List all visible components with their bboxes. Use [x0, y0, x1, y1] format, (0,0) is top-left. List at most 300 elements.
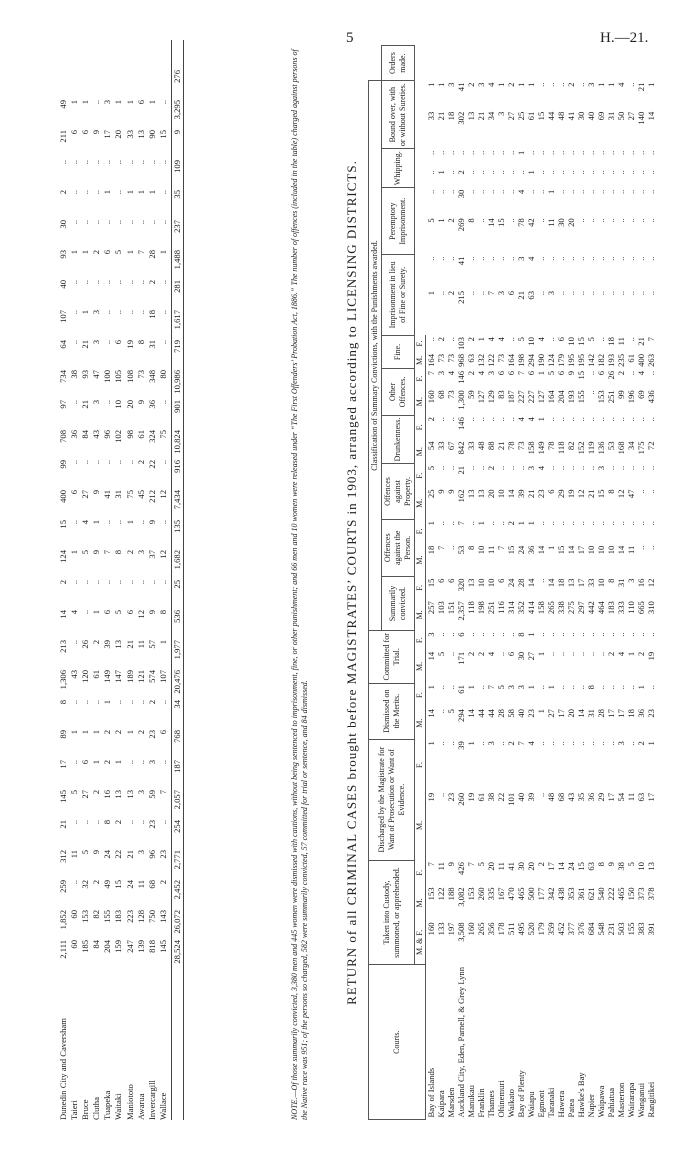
table-cell: 5: [546, 370, 556, 376]
table-cell: ..: [616, 170, 626, 175]
fragment-cell: 1: [157, 250, 168, 255]
table-cell: 6: [596, 370, 606, 376]
fragment-cell: 187: [171, 760, 182, 773]
table-cell: 3: [496, 291, 506, 296]
table-cell: ..: [436, 465, 446, 471]
fragment-cell: 24: [102, 850, 113, 859]
table-cell: ..: [486, 189, 496, 195]
fragment-cell: 26: [80, 640, 91, 649]
table-cell: 1: [436, 82, 446, 87]
table-cell: ..: [576, 417, 586, 422]
district-name: Dunedin City and Caversham: [58, 1018, 68, 1120]
fragment-cell: 213: [58, 640, 68, 653]
table-cell: 231: [606, 922, 616, 936]
fragment-cell: ..: [113, 700, 124, 705]
table-cell: ..: [446, 632, 456, 637]
fragment-cell: ..: [102, 310, 113, 315]
table-cell: ..: [436, 150, 446, 156]
sex-column-label: M.: [415, 440, 426, 464]
table-cell: 68: [556, 792, 566, 802]
table-cell: ..: [636, 256, 646, 261]
table-cell: 275: [566, 601, 576, 615]
court-name: Hawera: [556, 1090, 566, 1118]
court-name: Pahiatua: [606, 1087, 616, 1118]
fragment-cell: 90: [146, 130, 157, 139]
table-cell: 27: [546, 709, 556, 718]
table-cell: 35: [576, 792, 586, 802]
table-cell: 29: [596, 792, 606, 802]
table-cell: ..: [506, 632, 516, 637]
table-cell: 1: [546, 545, 556, 550]
fragment-cell: 1: [124, 100, 135, 105]
table-cell: 842: [456, 441, 466, 455]
fragment-cell: ..: [69, 220, 80, 225]
fragment-cell: 1: [69, 100, 80, 105]
table-cell: 4: [476, 370, 486, 376]
fragment-cell: ..: [69, 280, 80, 285]
table-cell: ..: [536, 291, 546, 296]
fragment-cell: 145: [58, 790, 68, 803]
table-cell: 33: [436, 441, 446, 451]
table-cell: ..: [436, 417, 446, 422]
fragment-cell: 1: [80, 730, 91, 735]
table-cell: ..: [506, 150, 516, 156]
fragment-cell: ..: [124, 700, 135, 705]
fragment-cell: 20,476: [171, 670, 182, 694]
table-row: [536, 46, 546, 1120]
table-cell: 155: [576, 390, 586, 404]
table-cell: 21: [496, 441, 506, 451]
fragment-cell: 2: [157, 880, 168, 885]
table-cell: 6: [506, 651, 516, 657]
table-cell: 2: [446, 218, 456, 223]
table-cell: ..: [466, 170, 476, 175]
district-name: Awarua: [135, 1093, 146, 1120]
table-cell: 33: [466, 441, 476, 451]
fragment-cell: ..: [157, 160, 168, 165]
classification-header: Classification of Summary Convictions, with the Punishments awarded.: [369, 81, 382, 631]
fragment-cell: 20: [124, 400, 135, 409]
table-cell: ..: [476, 465, 486, 471]
table-cell: 18: [426, 545, 436, 555]
fragment-cell: 6: [113, 340, 124, 345]
table-cell: ..: [496, 741, 506, 746]
table-cell: ..: [436, 189, 446, 195]
table-cell: 5: [425, 218, 436, 223]
table-cell: 1: [646, 741, 656, 746]
table-cell: 1: [546, 189, 556, 195]
fragment-cell: 1: [157, 640, 168, 645]
table-cell: ..: [626, 370, 636, 376]
table-cell: 47: [626, 489, 636, 499]
fragment-cell: ..: [135, 520, 146, 525]
court-name: Waiapu: [526, 1091, 536, 1118]
fragment-cell: 8: [102, 820, 113, 825]
fragment-cell: 33: [124, 130, 135, 139]
fragment-cell: ..: [91, 580, 102, 585]
table-cell: ..: [466, 189, 476, 195]
table-cell: ..: [446, 521, 456, 526]
table-cell: ..: [576, 150, 586, 156]
table-cell: 10: [606, 545, 616, 555]
table-cell: 30: [516, 651, 526, 661]
district-name: Wallace: [157, 1092, 168, 1120]
fragment-row: [58, 40, 69, 1120]
table-cell: ..: [626, 218, 636, 223]
table-cell: 621: [586, 887, 596, 901]
table-cell: 4: [616, 651, 626, 657]
sex-column-label: F.: [415, 519, 426, 544]
fragment-row: [136, 40, 147, 1120]
fragment-cell: 1: [124, 520, 135, 525]
table-cell: ..: [596, 685, 606, 690]
table-cell: 495: [516, 922, 526, 936]
table-cell: ..: [436, 256, 446, 261]
table-cell: 314: [506, 601, 516, 615]
table-cell: 158: [526, 441, 536, 455]
fragment-cell: ..: [124, 460, 135, 465]
table-cell: 1: [536, 709, 546, 714]
fragment-cell: ..: [80, 820, 91, 825]
table-cell: ..: [596, 291, 606, 296]
table-cell: ..: [586, 218, 596, 223]
sex-column-label: M.: [415, 352, 426, 369]
fragment-cell: 99: [58, 460, 68, 469]
table-cell: ..: [586, 741, 596, 746]
fragment-cell: 36: [69, 430, 80, 439]
table-cell: ..: [586, 651, 596, 657]
table-cell: ..: [556, 189, 566, 195]
table-cell: 1: [536, 417, 546, 422]
district-name: Bruce: [80, 1099, 91, 1120]
table-cell: ..: [446, 685, 456, 690]
table-cell: 118: [466, 601, 476, 614]
table-cell: 4: [516, 417, 526, 422]
fragment-cell: 2,111: [58, 940, 68, 959]
table-cell: ..: [616, 685, 626, 690]
table-cell: 2: [616, 370, 626, 376]
table-row: [586, 46, 596, 1120]
table-cell: 297: [576, 601, 586, 615]
fragment-cell: 59: [146, 790, 157, 799]
table-cell: 5: [446, 709, 456, 714]
fragment-cell: ..: [113, 310, 124, 315]
table-cell: 127: [476, 390, 486, 404]
fragment-cell: 2: [58, 580, 68, 585]
fragment-cell: ..: [124, 310, 135, 315]
fragment-cell: 40: [58, 280, 68, 289]
offences-person-header: Offences against the Person.: [382, 519, 415, 576]
table-cell: 72: [646, 441, 656, 451]
table-cell: ..: [446, 417, 456, 422]
table-cell: 50: [616, 111, 626, 121]
table-cell: ..: [646, 465, 656, 471]
table-cell: ..: [536, 256, 546, 261]
table-cell: 21: [526, 489, 536, 499]
table-cell: 4: [486, 82, 496, 87]
court-name: Waipawa: [596, 1085, 606, 1118]
table-cell: 78: [506, 441, 516, 451]
table-cell: ..: [586, 632, 596, 637]
fragment-cell: 31: [113, 490, 124, 499]
fragment-cell: 8: [58, 700, 68, 705]
table-cell: ..: [486, 256, 496, 261]
table-cell: ..: [596, 741, 606, 746]
table-cell: 548: [596, 922, 606, 936]
table-cell: ..: [606, 256, 616, 261]
table-cell: ..: [556, 150, 566, 156]
table-cell: 3: [526, 465, 536, 471]
fragment-cell: 19: [124, 340, 135, 349]
table-cell: ..: [496, 189, 506, 195]
table-cell: 10: [596, 545, 606, 555]
table-cell: ..: [576, 632, 586, 637]
table-cell: 78: [516, 218, 526, 227]
fragment-cell: ..: [157, 460, 168, 465]
table-cell: 1: [536, 370, 546, 376]
table-cell: 7: [426, 862, 436, 867]
table-cell: ..: [476, 741, 486, 746]
fragment-cell: 1: [91, 730, 102, 735]
fragment-cell: 8: [113, 550, 124, 555]
fragment-cell: 9: [146, 610, 157, 615]
table-cell: 3,082: [456, 887, 466, 907]
court-name: Bay of Plenty: [516, 1070, 526, 1118]
fragment-cell: ..: [102, 340, 113, 345]
table-cell: ..: [636, 218, 646, 223]
table-cell: ..: [466, 465, 476, 471]
table-cell: 4: [526, 741, 536, 746]
table-cell: 179: [536, 922, 546, 936]
table-cell: 11: [626, 792, 636, 802]
table-cell: 3,508: [456, 922, 466, 942]
table-cell: ..: [446, 651, 456, 657]
table-cell: 8: [596, 862, 606, 867]
fragment-cell: ..: [102, 580, 113, 585]
table-cell: ..: [446, 256, 456, 261]
fragment-cell: 38: [69, 370, 80, 379]
fragment-cell: 1: [146, 190, 157, 195]
fragment-cell: ..: [69, 880, 80, 885]
table-cell: 540: [596, 887, 606, 901]
table-cell: 7: [466, 862, 476, 867]
table-cell: 4: [446, 370, 456, 376]
fragment-cell: 11: [69, 850, 80, 859]
table-cell: ..: [616, 632, 626, 637]
table-cell: 48: [546, 792, 556, 802]
table-cell: ..: [626, 256, 636, 261]
table-cell: 520: [526, 922, 536, 936]
table-row: [466, 46, 476, 1120]
table-cell: 177: [536, 887, 546, 901]
table-cell: 39: [526, 792, 536, 802]
fragment-cell: 2: [146, 700, 157, 705]
table-cell: ..: [646, 256, 656, 261]
sex-header-row: [415, 46, 426, 1120]
fragment-cell: 204: [102, 940, 113, 953]
table-cell: 1: [516, 150, 526, 156]
fragment-cell: 3: [135, 850, 146, 855]
table-cell: ..: [536, 578, 546, 583]
drunkenness-header: Drunkenness.: [382, 415, 415, 464]
fragment-cell: ..: [113, 160, 124, 165]
table-cell: 3: [436, 370, 446, 376]
fragment-cell: 28,524: [171, 940, 182, 964]
table-cell: 1: [516, 82, 526, 87]
table-cell: ..: [636, 170, 646, 175]
court-name: Waikato: [506, 1089, 516, 1118]
table-cell: 14: [576, 709, 586, 718]
fragment-cell: 23: [146, 730, 157, 739]
table-cell: ..: [426, 337, 436, 342]
table-cell: 195: [566, 354, 576, 367]
table-body: [426, 46, 657, 1120]
table-cell: 1: [596, 82, 606, 87]
table-cell: ..: [546, 651, 556, 657]
table-cell: ..: [646, 489, 656, 494]
fragment-cell: 3: [135, 550, 146, 555]
table-cell: 2: [506, 741, 516, 746]
table-cell: 235: [616, 354, 626, 367]
fragment-cell: 6: [80, 130, 91, 135]
table-cell: ..: [536, 82, 546, 87]
fragment-cell: 21: [80, 400, 91, 409]
table-cell: ..: [496, 150, 506, 156]
table-cell: ..: [596, 218, 606, 223]
table-cell: ..: [596, 651, 606, 657]
fragment-cell: 47: [91, 370, 102, 379]
table-cell: ..: [606, 150, 616, 156]
table-cell: 3: [516, 256, 526, 261]
fragment-cell: ..: [91, 100, 102, 105]
table-cell: 146: [456, 417, 466, 430]
table-cell: ..: [596, 256, 606, 261]
fragment-cell: ..: [113, 280, 124, 285]
fragment-cell: ..: [157, 340, 168, 345]
sex-column-label: M.: [415, 885, 426, 920]
table-cell: ..: [436, 709, 446, 714]
table-cell: 175: [636, 441, 646, 455]
fragment-cell: ..: [80, 160, 91, 165]
fragment-cell: 97: [58, 400, 68, 409]
table-cell: 28: [496, 709, 506, 718]
page-reference: H.—21.: [600, 30, 649, 46]
fragment-cell: 49: [102, 880, 113, 889]
table-cell: 17: [616, 709, 626, 718]
table-cell: ..: [586, 417, 596, 422]
fragment-cell: 80: [157, 370, 168, 379]
fragment-cell: 5: [80, 550, 91, 555]
table-cell: 263: [646, 354, 656, 367]
fragment-cell: 1,852: [58, 910, 68, 930]
table-cell: 383: [636, 922, 646, 936]
table-cell: ..: [566, 256, 576, 261]
table-cell: ..: [626, 521, 636, 526]
table-row: [526, 46, 536, 1120]
table-cell: 12: [576, 489, 586, 499]
table-cell: 6: [446, 578, 456, 583]
table-cell: ..: [506, 256, 516, 261]
table-row: [516, 46, 526, 1120]
fragment-cell: 1: [91, 760, 102, 765]
table-cell: ..: [486, 521, 496, 526]
table-cell: 6: [556, 370, 566, 376]
fragment-cell: ..: [124, 160, 135, 165]
table-cell: 320: [456, 578, 466, 592]
table-cell: 227: [526, 390, 536, 404]
table-row: [506, 46, 516, 1120]
table-cell: ..: [436, 632, 446, 637]
table-cell: ..: [636, 189, 646, 195]
table-cell: 2: [456, 170, 466, 175]
fragment-cell: ..: [135, 700, 146, 705]
court-name: Egmont: [536, 1090, 546, 1118]
court-name: Napier: [586, 1094, 596, 1118]
table-cell: 17: [576, 578, 586, 588]
table-cell: 7: [496, 545, 506, 550]
fragment-cell: 574: [146, 670, 157, 683]
table-cell: ..: [626, 82, 636, 87]
fragment-cell: ..: [135, 220, 146, 225]
table-cell: 167: [496, 887, 506, 901]
table-cell: ..: [566, 465, 576, 471]
table-cell: 3: [626, 578, 636, 583]
fragment-cell: 3: [146, 760, 157, 765]
sex-column-label: M.: [415, 388, 426, 415]
table-cell: 10: [496, 489, 506, 499]
table-cell: 1: [636, 685, 646, 690]
table-cell: 30: [456, 189, 466, 199]
table-cell: 99: [616, 390, 626, 399]
table-cell: ..: [636, 521, 646, 526]
table-cell: 67: [446, 441, 456, 451]
table-cell: 20: [526, 862, 536, 871]
table-cell: 63: [526, 291, 536, 300]
table-cell: ..: [566, 741, 576, 746]
fragment-cell: ..: [157, 760, 168, 765]
table-cell: 1: [426, 521, 436, 526]
table-cell: 6: [496, 370, 506, 376]
table-cell: 665: [636, 601, 646, 615]
fragment-cell: 1: [146, 100, 157, 105]
fragment-cell: 2: [91, 250, 102, 255]
table-cell: 1: [426, 685, 436, 690]
court-name: Hawke's Bay: [576, 1072, 586, 1118]
table-cell: 6: [496, 578, 506, 583]
table-cell: 7: [646, 337, 656, 342]
table-cell: ..: [546, 150, 556, 156]
table-cell: ..: [606, 741, 616, 746]
fragment-cell: 1: [113, 760, 124, 765]
table-cell: ..: [596, 632, 606, 637]
table-cell: ..: [606, 291, 616, 296]
returns-table: [368, 45, 656, 1120]
table-cell: ..: [516, 465, 526, 471]
table-cell: 153: [596, 390, 606, 404]
table-cell: ..: [446, 189, 456, 195]
table-cell: 53: [456, 545, 466, 555]
table-cell: ..: [586, 291, 596, 296]
sex-column-label: F.: [415, 630, 426, 649]
sex-column-label: F.: [415, 577, 426, 600]
table-cell: 19: [646, 651, 656, 661]
fragment-cell: 128: [135, 910, 146, 923]
table-cell: 14: [486, 218, 496, 227]
fragment-cell: 1: [102, 700, 113, 705]
table-cell: ..: [506, 189, 516, 195]
table-cell: 151: [446, 601, 456, 615]
fragment-cell: 3: [91, 340, 102, 345]
